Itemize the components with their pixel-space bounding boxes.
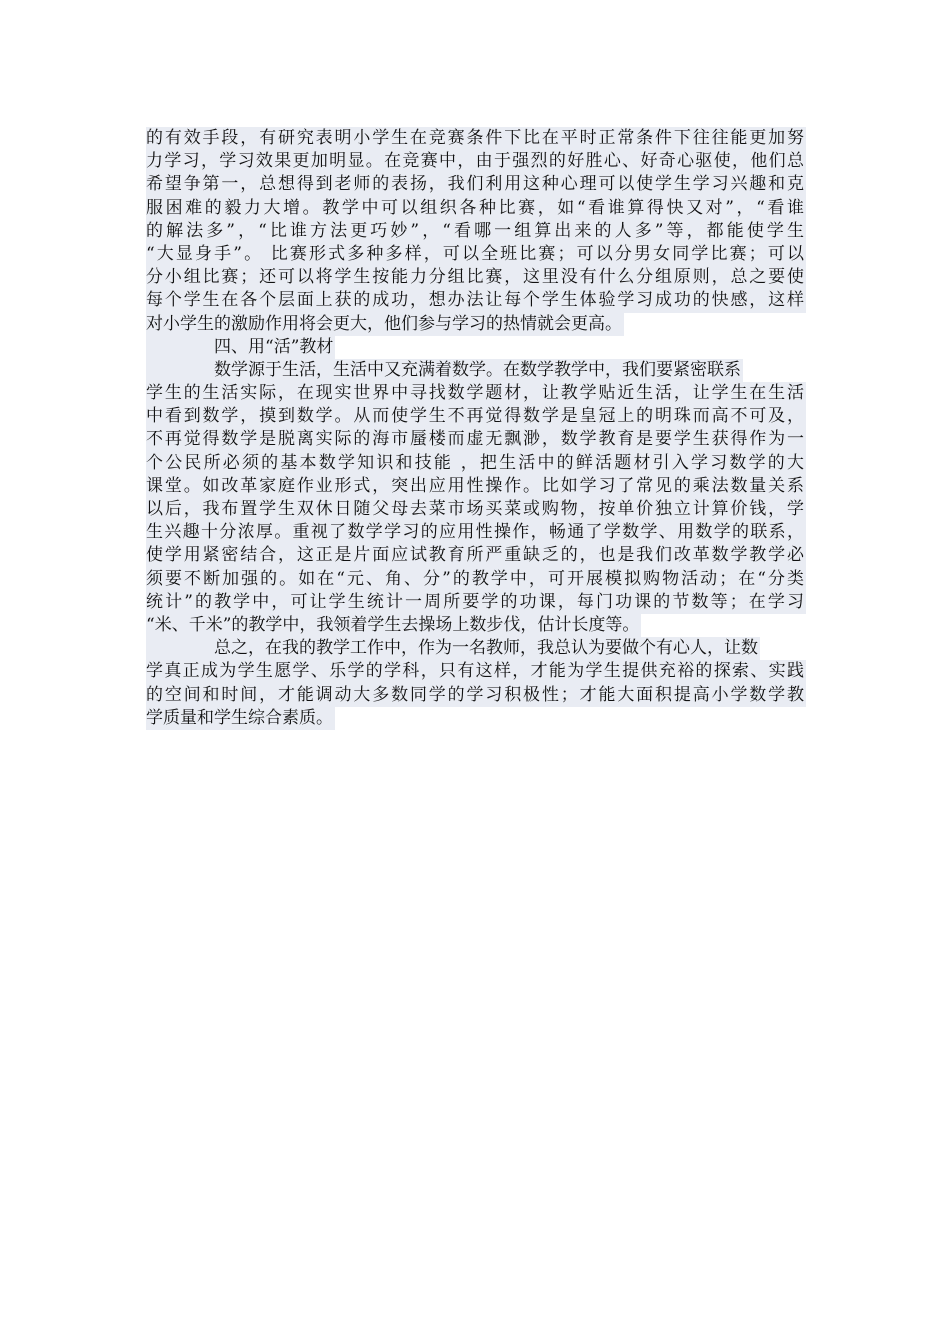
line-text: 每个学生在各个层面上获的成功，想办法让每个学生体验学习成功的快感，这样 xyxy=(146,289,806,312)
text-line xyxy=(146,660,806,683)
line-text: 分小组比赛；还可以将学生按能力分组比赛，这里没有什么分组原则，总之要使 xyxy=(146,266,806,289)
line-text: 数学源于生活，生活中又充满着数学。在数学教学中，我们要紧密联系 xyxy=(146,359,743,382)
document-body xyxy=(146,127,806,730)
text-line xyxy=(146,405,806,428)
section-heading xyxy=(146,336,806,359)
text-line xyxy=(146,173,806,196)
text-line xyxy=(146,428,806,451)
text-line xyxy=(146,591,806,614)
line-text: 生兴趣十分浓厚。重视了数学学习的应用性操作，畅通了学数学、用数学的联系， xyxy=(146,521,806,544)
text-line xyxy=(146,313,806,336)
line-text: 不再觉得数学是脱离实际的海市蜃楼而虚无飘渺，数学教育是要学生获得作为一 xyxy=(146,428,806,451)
text-line xyxy=(146,359,806,382)
line-text: 中看到数学，摸到数学。从而使学生不再觉得数学是皇冠上的明珠而高不可及， xyxy=(146,405,806,428)
text-line xyxy=(146,220,806,243)
text-line xyxy=(146,243,806,266)
line-text: “大显身手”。 比赛形式多种多样，可以全班比赛；可以分男女同学比赛；可以 xyxy=(146,243,806,266)
text-line xyxy=(146,684,806,707)
text-line xyxy=(146,707,806,730)
line-text: 课堂。如改革家庭作业形式，突出应用性操作。比如学习了常见的乘法数量关系 xyxy=(146,475,806,498)
text-line xyxy=(146,637,806,660)
line-text: 总之，在我的教学工作中，作为一名教师，我总认为要做个有心人，让数 xyxy=(146,637,760,660)
line-text: 学生的生活实际，在现实世界中寻找数学题材，让教学贴近生活，让学生在生活 xyxy=(146,382,806,405)
paragraph-competition xyxy=(146,127,806,336)
line-text: 对小学生的激励作用将会更大，他们参与学习的热情就会更高。 xyxy=(146,313,624,336)
line-text: 学质量和学生综合素质。 xyxy=(146,707,335,730)
text-line xyxy=(146,568,806,591)
text-line xyxy=(146,521,806,544)
text-line xyxy=(146,127,806,150)
text-line xyxy=(146,289,806,312)
line-text: 以后，我布置学生双休日随父母去菜市场买菜或购物，按单价独立计算价钱，学 xyxy=(146,498,806,521)
line-text: 统计”的教学中，可让学生统计一周所要学的功课，每门功课的节数等；在学习 xyxy=(146,591,806,614)
text-line xyxy=(146,197,806,220)
text-line xyxy=(146,382,806,405)
line-text: “米、千米”的教学中，我领着学生去操场上数步伐，估计长度等。 xyxy=(146,614,641,637)
line-text: 的解法多”，“比谁方法更巧妙”，“看哪一组算出来的人多”等，都能使学生 xyxy=(146,220,806,243)
heading-line xyxy=(146,336,806,359)
paragraph-math-life xyxy=(146,359,806,637)
line-text: 力学习，学习效果更加明显。在竞赛中，由于强烈的好胜心、好奇心驱使，他们总 xyxy=(146,150,806,173)
line-text: 希望争第一，总想得到老师的表扬，我们利用这种心理可以使学生学习兴趣和克 xyxy=(146,173,806,196)
text-line xyxy=(146,452,806,475)
line-text: 须要不断加强的。如在“元、角、分”的教学中，可开展模拟购物活动；在“分类 xyxy=(146,568,806,591)
text-line xyxy=(146,614,806,637)
line-text: 服困难的毅力大增。教学中可以组织各种比赛，如“看谁算得快又对”，“看谁 xyxy=(146,197,806,220)
heading-text: 四、用“活”教材 xyxy=(146,336,335,359)
paragraph-conclusion xyxy=(146,637,806,730)
text-line xyxy=(146,498,806,521)
line-text: 学真正成为学生愿学、乐学的学科，只有这样，才能为学生提供充裕的探索、实践 xyxy=(146,660,806,683)
text-line xyxy=(146,475,806,498)
line-text: 的有效手段，有研究表明小学生在竞赛条件下比在平时正常条件下往往能更加努 xyxy=(146,127,806,150)
line-text: 个公民所必须的基本数学知识和技能 ，把生活中的鲜活题材引入学习数学的大 xyxy=(146,452,806,475)
line-text: 的空间和时间，才能调动大多数同学的学习积极性；才能大面积提高小学数学教 xyxy=(146,684,806,707)
text-line xyxy=(146,544,806,567)
text-line xyxy=(146,150,806,173)
line-text: 使学用紧密结合，这正是片面应试教育所严重缺乏的，也是我们改革数学教学必 xyxy=(146,544,806,567)
text-line xyxy=(146,266,806,289)
